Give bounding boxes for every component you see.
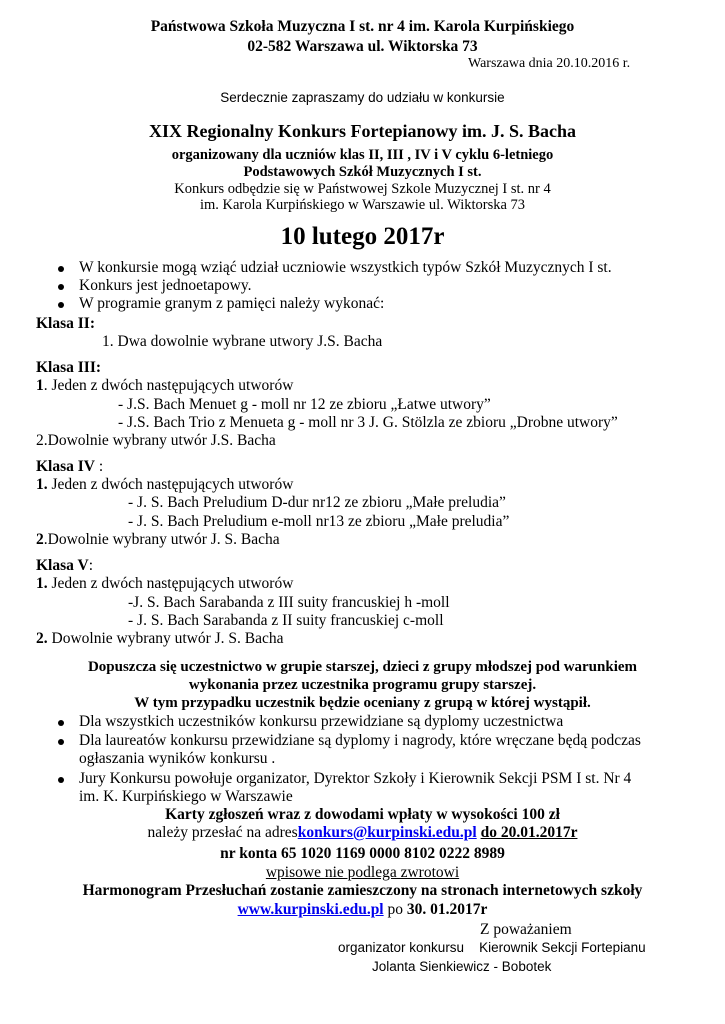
competition-title: XIX Regionalny Konkurs Fortepianowy im. J. S. Bacha [148,121,577,141]
closing-signatory-name: Jolanta Sienkiewicz - Bobotek [372,959,552,974]
website-line [0,901,725,919]
klasa-4-line-2-text: .Dowolnie wybrany utwór J. S. Bacha [43,531,280,548]
closing-regards: Z poważaniem [480,921,572,938]
title-line-5: im. Karola Kurpińskiego w Warszawie ul. Wiktorska 73 [199,197,526,213]
klasa-3-line-2: 2.Dowolnie wybrany utwór J.S. Bacha [36,432,276,449]
klasa-5-option-1: -J. S. Bach Sarabanda z III suity francuskiej h -moll [128,594,450,611]
registration-send-prefix: należy przesłać na adres [147,824,298,841]
klasa-5-heading-colon: : [88,557,93,574]
klasa-3-line-1-number: 1 [36,377,44,394]
info-diplomas: Dla wszystkich uczestników konkursu przewidziane są dyplomy uczestnictwa [79,713,564,730]
klasa-5-line-1-number: 1. [36,575,48,592]
info-prizes-line-2: ogłaszania wyników konkursu . [79,750,276,767]
bullet-icon [58,739,64,745]
registration-email-link[interactable]: konkurs@kurpinski.edu.pl [297,824,477,841]
website-link[interactable]: www.kurpinski.edu.pl [237,901,384,918]
info-prizes-line-1: Dla laureatów konkursu przewidziane są dyplomy i nagrody, które wręczane będą podczas [79,732,641,749]
rule-item: W programie granym z pamięci należy wykonać: [79,295,385,312]
school-address: 02-582 Warszawa ul. Wiktorska 73 [247,38,478,55]
bullet-icon [58,777,64,783]
competition-date: 10 lutego 2017r [280,223,445,250]
klasa-4-option-2: - J. S. Bach Preludium e-moll nr13 ze zbioru „Małe preludia” [128,513,510,530]
klasa-5-line-1 [36,575,293,593]
title-line-4: Konkurs odbędzie się w Państwowej Szkole Muzycznej I st. nr 4 [174,181,551,197]
registration-send-line [0,824,725,842]
klasa-5-line-2 [36,630,284,648]
klasa-4-heading-label: Klasa IV [36,458,95,475]
info-jury-line-1: Jury Konkursu powołuje organizator, Dyrektor Szkoły i Kierownik Sekcji PSM I st. Nr 4 [79,770,632,787]
website-suffix-date: 30. 01.2017r [406,901,488,918]
document-date: Warszawa dnia 20.10.2016 r. [468,56,631,71]
klasa-4-line-1 [36,476,293,494]
website-suffix-plain: po [383,901,407,918]
nonrefundable-note: wpisowe nie podlega zwrotowi [265,864,460,881]
klasa-3-option-1: - J.S. Bach Menuet g - moll nr 12 ze zbioru „Łatwe utwory” [118,396,491,413]
title-line-2: organizowany dla uczniów klas II, III , IV i V cyklu 6-letniego [171,147,554,163]
closing-roles: organizator konkursu Kierownik Sekcji Fortepianu [338,940,646,955]
klasa-4-line-2 [36,531,280,549]
school-name: Państwowa Szkoła Muzyczna I st. nr 4 im. Karola Kurpińskiego [150,18,575,35]
klasa-3-heading: Klasa III: [36,359,102,376]
bullet-icon [58,284,64,290]
bullet-icon [58,720,64,726]
klasa-4-line-1-text: Jeden z dwóch następujących utworów [47,476,294,493]
klasa-5-line-2-text: Dowolnie wybrany utwór J. S. Bacha [47,630,284,647]
klasa-3-line-1-text: . Jeden z dwóch następujących utworów [43,377,294,394]
klasa-3-line-1 [36,377,293,395]
klasa-2-heading: Klasa II: [36,315,95,332]
schedule-note: Harmonogram Przesłuchań zostanie zamieszczony na stronach internetowych szkoły [82,882,643,899]
bank-account-number: nr konta 65 1020 1169 0000 8102 0222 8989 [220,845,505,862]
klasa-4-option-1: - J. S. Bach Preludium D-dur nr12 ze zbioru „Małe preludia” [128,494,506,511]
klasa-4-line-2-number: 2 [36,531,44,548]
notice-line-2: wykonania przez uczestnika programu grupy starszej. [188,677,537,693]
bullet-icon [58,302,64,308]
klasa-3-option-2: - J.S. Bach Trio z Menueta g - moll nr 3 J. G. Stölzla ze zbioru „Drobne utwory” [118,414,618,431]
klasa-5-heading-label: Klasa V [36,557,89,574]
title-line-3: Podstawowych Szkół Muzycznych I st. [243,164,482,180]
notice-line-3: W tym przypadku uczestnik będzie oceniany z grupą w której wystąpił. [134,695,591,711]
invitation-text: Serdecznie zapraszamy do udziału w konkursie [220,90,505,105]
klasa-5-line-1-text: Jeden z dwóch następujących utworów [47,575,294,592]
klasa-4-line-1-number: 1. [36,476,48,493]
klasa-2-item: 1. Dwa dowolnie wybrane utwory J.S. Bacha [102,333,383,350]
registration-deadline: do 20.01.2017r [480,824,578,841]
klasa-4-heading [36,458,103,476]
klasa-5-option-2: - J. S. Bach Sarabanda z II suity francuskiej c-moll [128,612,444,629]
rule-item: W konkursie mogą wziąć udział uczniowie wszystkich typów Szkół Muzycznych I st. [79,259,612,276]
bullet-icon [58,266,64,272]
rule-item: Konkurs jest jednoetapowy. [79,277,252,294]
notice-line-1: Dopuszcza się uczestnictwo w grupie starszej, dzieci z grupy młodszej pod warunkiem [87,659,638,675]
klasa-5-line-2-number: 2. [36,630,48,647]
klasa-5-heading [36,557,93,575]
klasa-4-heading-colon: : [95,458,104,475]
info-jury-line-2: im. K. Kurpińskiego w Warszawie [79,788,293,805]
registration-fee-line: Karty zgłoszeń wraz z dowodami wpłaty w wysokości 100 zł [165,806,560,823]
